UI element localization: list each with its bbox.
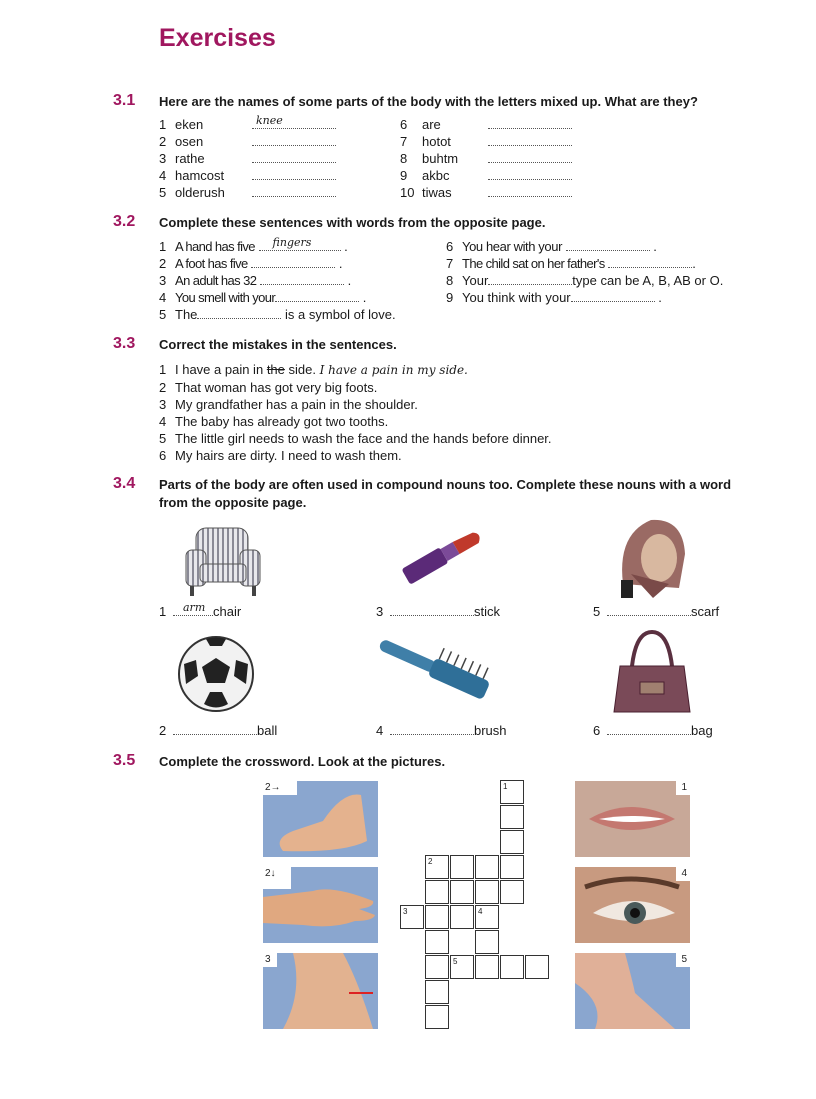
answer-field[interactable] <box>571 289 655 302</box>
answer-field[interactable] <box>252 116 336 129</box>
answer-field[interactable] <box>251 255 335 268</box>
section-heading-3-1: Here are the names of some parts of the body with the letters mixed up. What are they? <box>159 94 698 109</box>
list-item: 7 The child sat on her father's . <box>446 256 696 271</box>
list-item: 3 An adult has 32 . <box>159 273 352 288</box>
armchair-image <box>182 520 266 600</box>
foot-picture <box>263 781 378 857</box>
compound-item-4: 4 brush <box>376 723 507 738</box>
list-item: 7 hotot <box>400 133 572 150</box>
lipstick-image <box>396 520 492 590</box>
list-item: 10 tiwas <box>400 184 572 201</box>
list-item: 3 My grandfather has a pain in the shoulder. <box>159 397 418 412</box>
neck-picture <box>575 953 690 1029</box>
crossword-cell[interactable]: 2 <box>425 855 449 879</box>
answer-field[interactable] <box>173 603 213 616</box>
knee-picture <box>263 953 378 1029</box>
list-item: 6 My hairs are dirty. I need to wash them. <box>159 448 402 463</box>
picture-label: 2↓ <box>265 868 276 879</box>
list-item: 4 The baby has already got two tooths. <box>159 414 389 429</box>
answer-field[interactable] <box>260 272 344 285</box>
list-item: 2 A foot has five . <box>159 256 343 271</box>
exercise-3-1-right <box>400 116 572 201</box>
list-item: 8 Your type can be A, B, AB or O. <box>446 273 724 288</box>
section-number-3-1: 3.1 <box>113 92 136 109</box>
answer-field[interactable] <box>566 238 650 251</box>
section-heading-3-5: Complete the crossword. Look at the pictures. <box>159 754 446 769</box>
handwritten-answer: fingers <box>272 236 312 249</box>
crossword-cell[interactable] <box>450 905 474 929</box>
eye-picture <box>575 867 690 943</box>
exercise-3-1-left <box>159 116 336 201</box>
answer-field[interactable] <box>252 133 336 146</box>
answer-field[interactable] <box>488 184 572 197</box>
answer-field[interactable] <box>607 603 691 616</box>
answer-field[interactable] <box>275 289 359 302</box>
crossword-cell[interactable] <box>450 880 474 904</box>
crossword-cell[interactable] <box>425 905 449 929</box>
compound-item-6: 6 bag <box>593 723 713 738</box>
section-heading-3-2: Complete these sentences with words from the opposite page. <box>159 215 546 230</box>
list-item: 8 buhtm <box>400 150 572 167</box>
list-item: 4 You smell with your . <box>159 290 367 305</box>
answer-field[interactable] <box>488 167 572 180</box>
crossword-cell[interactable] <box>500 880 524 904</box>
handwritten-correction: I have a pain in my side. <box>319 363 468 377</box>
exercise-3-2-right <box>446 238 723 306</box>
answer-field[interactable] <box>197 306 281 319</box>
answer-field[interactable] <box>390 722 474 735</box>
list-item: 9 akbc <box>400 167 572 184</box>
crossword-cell[interactable] <box>425 955 449 979</box>
compound-item-1: 1 arm chair <box>159 601 242 619</box>
handwritten-answer: arm <box>183 601 206 614</box>
football-image <box>176 634 256 714</box>
list-item: 6 You hear with your . <box>446 239 657 254</box>
list-item: 2 That woman has got very big foots. <box>159 380 378 395</box>
hand-picture <box>263 867 378 943</box>
picture-label: 4 <box>681 868 687 879</box>
crossword-cell[interactable]: 3 <box>400 905 424 929</box>
picture-label: 1 <box>681 782 687 793</box>
crossword-cell[interactable] <box>425 880 449 904</box>
answer-field[interactable] <box>252 184 336 197</box>
list-item: 1 eken knee <box>159 116 336 133</box>
list-item: 3 rathe <box>159 150 336 167</box>
list-item: 5 The little girl needs to wash the face and the hands before dinner. <box>159 431 552 446</box>
answer-field[interactable] <box>390 603 474 616</box>
section-number-3-2: 3.2 <box>113 213 136 230</box>
section-heading-3-4-line2: from the opposite page. <box>159 495 307 510</box>
crossword-cell[interactable]: 5 <box>450 955 474 979</box>
crossword-cell[interactable] <box>500 805 524 829</box>
list-item: 1 A hand has five fingers . <box>159 236 348 254</box>
compound-item-5: 5 scarf <box>593 604 720 619</box>
section-number-3-4: 3.4 <box>113 475 136 492</box>
crossword-cell[interactable] <box>475 930 499 954</box>
mouth-picture <box>575 781 690 857</box>
picture-label: 5 <box>681 954 687 965</box>
answer-field[interactable] <box>252 167 336 180</box>
crossword-cell[interactable] <box>500 955 524 979</box>
list-item: 2 osen <box>159 133 336 150</box>
answer-field[interactable] <box>259 238 341 251</box>
list-item: 5 The is a symbol of love. <box>159 307 396 322</box>
exercise-3-2-left <box>159 238 396 323</box>
compound-item-2: 2 ball <box>159 723 278 738</box>
crossword-cell[interactable] <box>475 855 499 879</box>
answer-field[interactable] <box>488 133 572 146</box>
crossword-cell[interactable] <box>475 880 499 904</box>
crossword-cell[interactable] <box>525 955 549 979</box>
picture-label: 3 <box>265 954 271 965</box>
crossword-cell[interactable] <box>425 930 449 954</box>
answer-field[interactable] <box>488 150 572 163</box>
list-item: 4 hamcost <box>159 167 336 184</box>
crossword-cell[interactable] <box>500 855 524 879</box>
answer-field[interactable] <box>488 272 572 285</box>
page-title: Exercises <box>159 24 276 52</box>
list-item: 1 I have a pain in the side. I have a pain in my side. <box>159 362 468 377</box>
crossword-cell[interactable]: 4 <box>475 905 499 929</box>
hairbrush-image <box>372 638 496 704</box>
answer-field[interactable] <box>173 722 257 735</box>
section-number-3-3: 3.3 <box>113 335 136 352</box>
crossword-cell[interactable] <box>500 830 524 854</box>
list-item: 9 You think with your . <box>446 290 662 305</box>
section-heading-3-4-line1: Parts of the body are often used in compound nouns too. Complete these nouns with a word <box>159 477 732 492</box>
section-heading-3-3: Correct the mistakes in the sentences. <box>159 337 397 352</box>
crossword-cell[interactable] <box>425 980 449 1004</box>
handbag-image <box>612 630 692 718</box>
section-number-3-5: 3.5 <box>113 752 136 769</box>
handwritten-answer: knee <box>256 114 283 127</box>
answer-field[interactable] <box>252 150 336 163</box>
struck-word: the <box>266 362 285 377</box>
list-item: 6 are <box>400 116 572 133</box>
answer-field[interactable] <box>607 722 691 735</box>
answer-field[interactable] <box>608 255 692 268</box>
picture-label: 2→ <box>265 782 281 793</box>
crossword-cell[interactable]: 1 <box>500 780 524 804</box>
crossword-cell[interactable] <box>425 1005 449 1029</box>
answer-field[interactable] <box>488 116 572 129</box>
list-item: 5 olderush <box>159 184 336 201</box>
crossword-cell[interactable] <box>475 955 499 979</box>
crossword-cell[interactable] <box>450 855 474 879</box>
compound-item-3: 3 stick <box>376 604 500 619</box>
headscarf-image <box>613 514 689 600</box>
exercise-3-3 <box>159 361 552 464</box>
